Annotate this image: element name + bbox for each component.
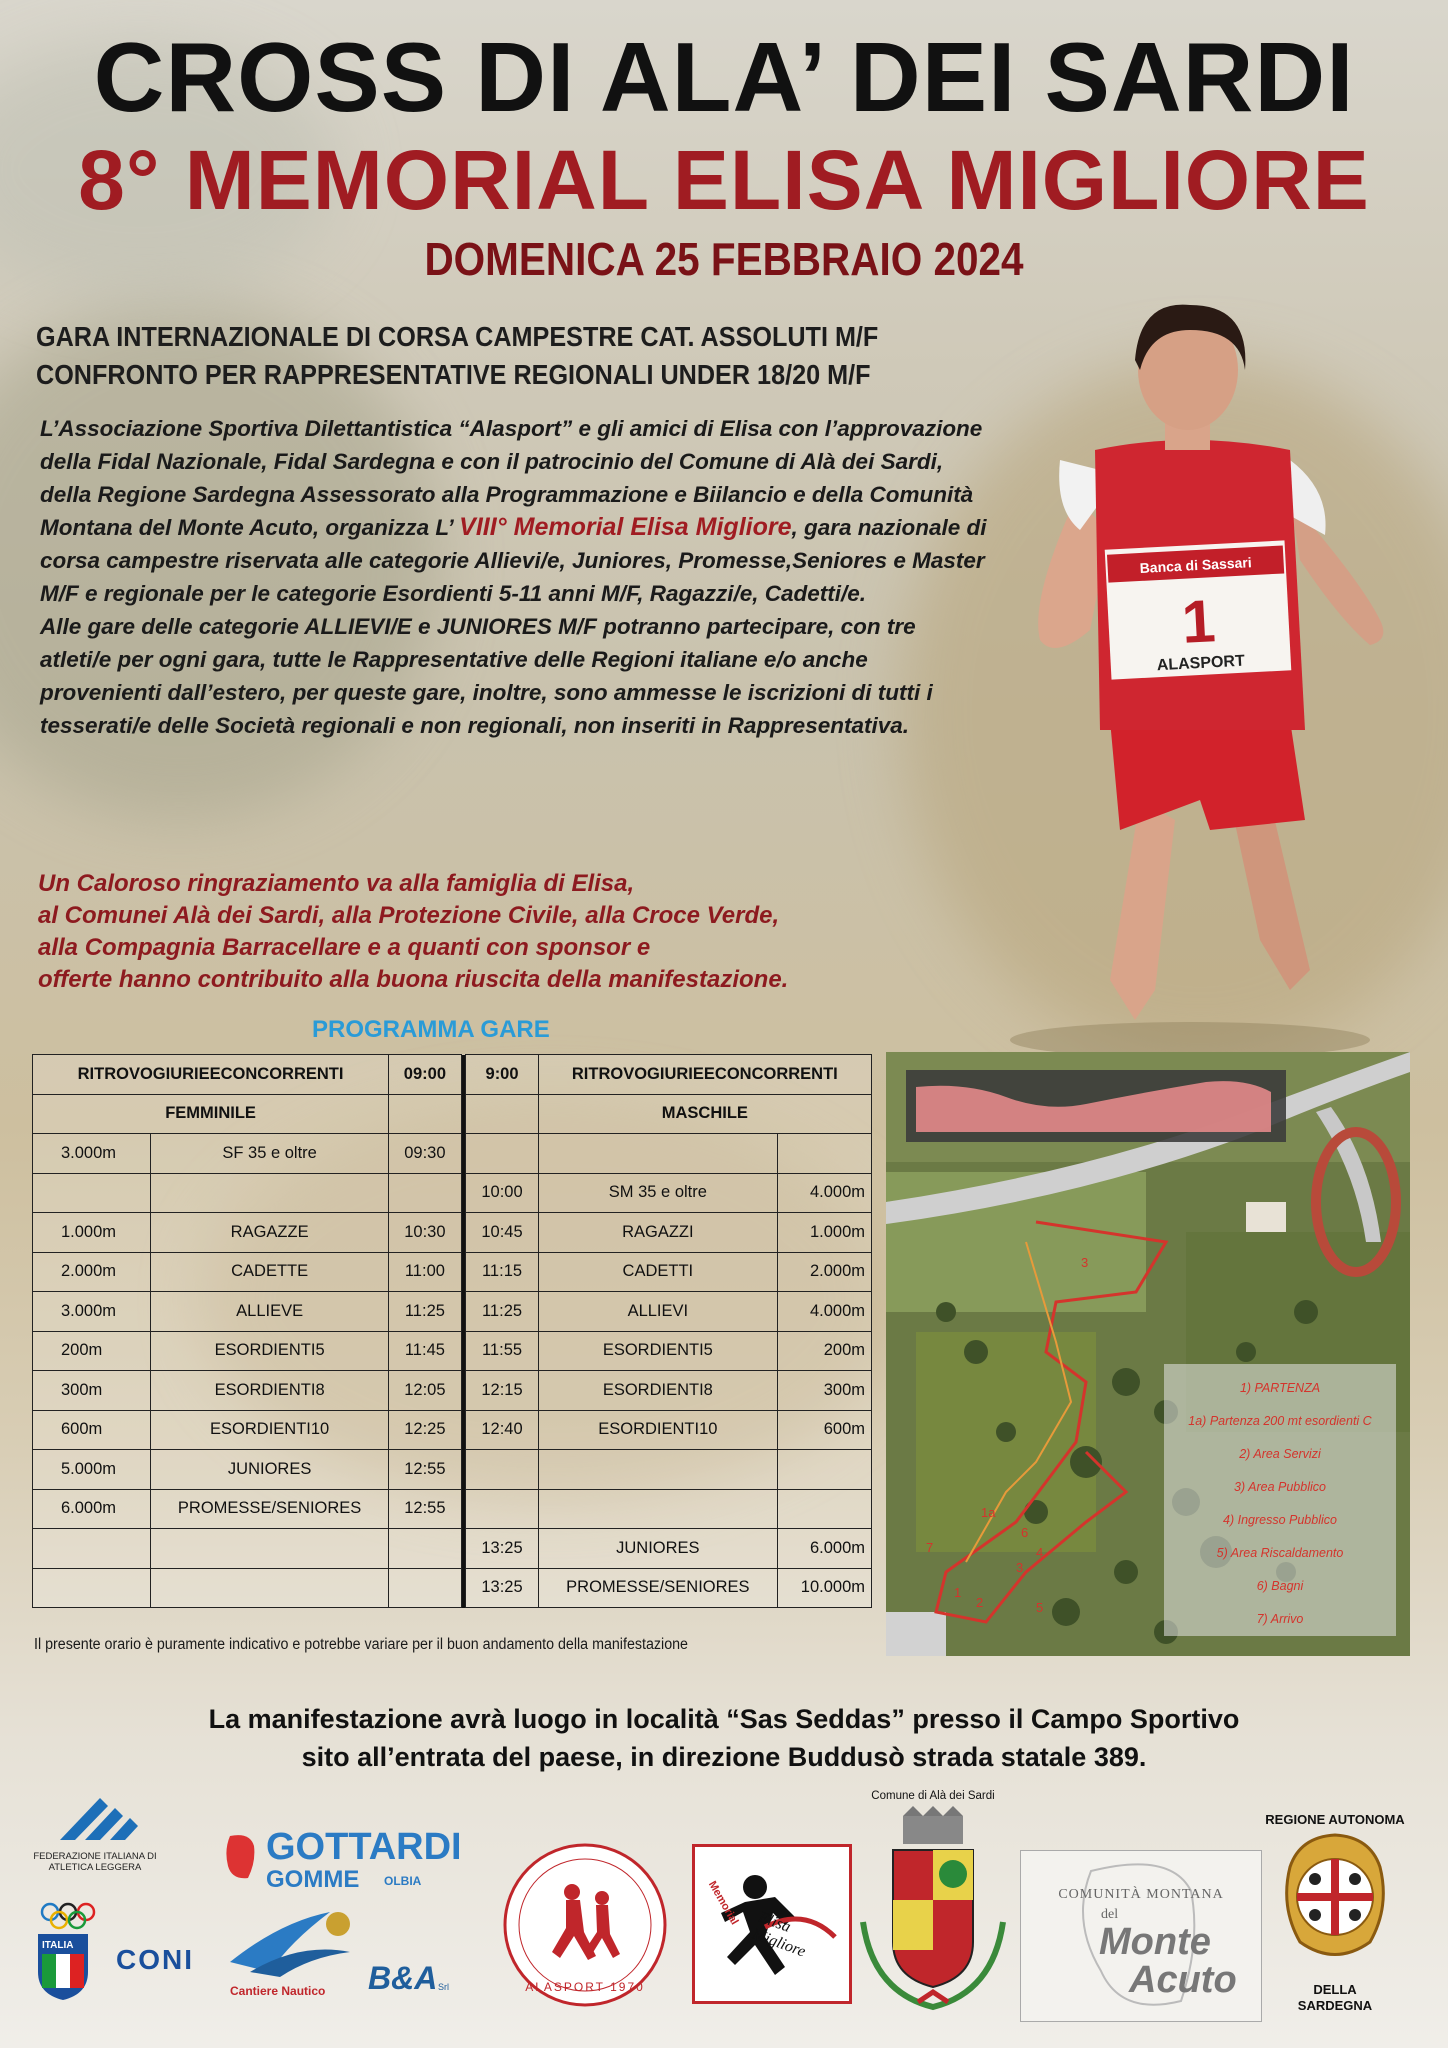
coni-label: CONI [116, 1944, 194, 1975]
table-cell: SM 35 e oltre [538, 1173, 777, 1213]
table-cell: 11:25 [389, 1292, 462, 1332]
table-cell: 11:25 [466, 1292, 538, 1332]
del-label: del [1101, 1907, 1119, 1922]
comune-crest-icon [858, 1802, 1008, 2017]
table-cell: 3.000m [33, 1134, 151, 1174]
table-cell: ESORDIENTI8 [538, 1371, 777, 1411]
table-cell: RITROVOGIURIEECONCORRENTI [33, 1055, 389, 1095]
map-marker-3: 3 [1016, 1560, 1024, 1575]
table-cell: 4.000m [778, 1173, 872, 1213]
map-legend-item: 7) Arrivo [1256, 1612, 1304, 1626]
regione-line: SARDEGNA [1297, 1998, 1373, 2013]
regione-top-label: REGIONE AUTONOMA [1265, 1812, 1405, 1827]
srl-label: Srl [438, 1982, 449, 1992]
table-cell: 2.000m [33, 1252, 151, 1292]
table-cell: ESORDIENTI8 [151, 1371, 389, 1411]
table-cell [466, 1134, 538, 1174]
table-cell [389, 1173, 462, 1213]
ba-label: B&A [368, 1960, 438, 1996]
intro-highlight: VIII° Memorial Elisa Migliore [459, 513, 792, 541]
memorial-label: Memorial [705, 1879, 741, 1927]
coni-logo [36, 1902, 206, 2022]
table-cell [33, 1173, 151, 1213]
comune-label: Comune di Alà dei Sardi [871, 1790, 995, 1802]
table-cell [466, 1094, 538, 1134]
table-row [33, 1094, 872, 1134]
olympic-rings-icon [36, 1902, 116, 1930]
table-cell: 12:05 [389, 1371, 462, 1411]
table-cell: 10:00 [466, 1173, 538, 1213]
table-cell: ESORDIENTI10 [151, 1410, 389, 1450]
table-cell: FEMMINILE [33, 1094, 389, 1134]
table-cell: 4.000m [778, 1292, 872, 1332]
table-cell: SF 35 e oltre [151, 1134, 389, 1174]
table-cell: 13:25 [466, 1568, 538, 1608]
table-cell: PROMESSE/SENIORES [538, 1568, 777, 1608]
subhead-line: GARA INTERNAZIONALE DI CORSA CAMPESTRE CAT. ASSOLUTI M/F [36, 321, 879, 352]
table-cell: MASCHILE [538, 1094, 871, 1134]
venue-info [0, 1700, 1448, 1776]
thanks-line: al Comunei Alà dei Sardi, alla Protezione Civile, alla Croce Verde, [38, 902, 780, 929]
map-legend-item: 1) PARTENZA [1239, 1381, 1321, 1395]
cantiere-label: Cantiere Nautico [230, 1984, 326, 1998]
table-cell: CADETTE [151, 1252, 389, 1292]
schedule-note: Il presente orario è puramente indicativo e potrebbe variare per il buon andamento della manifestazione [34, 1636, 688, 1653]
table-cell: 10:45 [466, 1213, 538, 1253]
table-cell [151, 1173, 389, 1213]
map-legend-item: 6) Bagni [1256, 1579, 1304, 1593]
monte-label: Monte [1099, 1921, 1211, 1963]
table-cell: 200m [778, 1331, 872, 1371]
comunita-label: COMUNITÀ MONTANA [1058, 1887, 1224, 1902]
map-marker-6: 6 [1021, 1525, 1029, 1540]
event-date: DOMENICA 25 FEBBRAIO 2024 [424, 233, 1024, 285]
fidal-logo [30, 1790, 170, 1880]
table-cell: 09:30 [389, 1134, 462, 1174]
bib-sponsor-text: Banca di Sassari [1139, 554, 1253, 576]
table-row [33, 1489, 872, 1529]
table-cell: 11:55 [466, 1331, 538, 1371]
map-marker-7: 7 [926, 1540, 934, 1555]
gomme-label: GOMME [266, 1866, 360, 1893]
table-cell: RAGAZZE [151, 1213, 389, 1253]
table-cell: 6.000m [778, 1529, 872, 1569]
sponsor-logos [0, 1790, 1448, 2048]
acuto-label: Acuto [1129, 1959, 1237, 2001]
gottardi-label: GOTTARDI [266, 1826, 462, 1868]
table-cell: 300m [33, 1371, 151, 1411]
table-cell: 6.000m [33, 1489, 151, 1529]
table-cell [33, 1529, 151, 1569]
intro-text: , gara nazionale di corsa campestre riservata alle categorie Allievi/e, Juniores, Promesse,Seniores e Master M/F e regionale per le categorie Esordienti 5-11 anni M/F, Ragazzi/e, Cadetti/e. [40, 515, 987, 606]
table-cell: ESORDIENTI5 [151, 1331, 389, 1371]
table-cell: 11:45 [389, 1331, 462, 1371]
map-legend-item: 1a) Partenza 200 mt esordienti C [1188, 1414, 1372, 1428]
table-cell [151, 1568, 389, 1608]
venue-line: sito all’entrata del paese, in direzione Buddusò strada statale 389. [301, 1742, 1147, 1772]
map-legend-item: 2) Area Servizi [1239, 1447, 1321, 1461]
sardinia-shape-icon [220, 1832, 260, 1882]
table-cell [538, 1134, 777, 1174]
regione-logo [1240, 1812, 1430, 2032]
table-cell [778, 1134, 872, 1174]
thanks-line: alla Compagnia Barracellare e a quanti con sponsor e [38, 934, 651, 961]
memorial-name: Elisa Migliore [749, 1908, 808, 1961]
table-cell: 200m [33, 1331, 151, 1371]
regione-crest-icon [1240, 1827, 1430, 1977]
program-title: PROGRAMMA GARE [312, 1016, 550, 1043]
table-cell [538, 1489, 777, 1529]
table-cell: ALLIEVI [538, 1292, 777, 1332]
table-cell: 5.000m [33, 1450, 151, 1490]
table-cell: 13:25 [466, 1529, 538, 1569]
comune-logo [858, 1790, 1008, 2030]
cantiere-nautico-logo [220, 1902, 490, 2012]
venue-line: La manifestazione avrà luogo in località “Sas Seddas” presso il Campo Sportivo [208, 1704, 1240, 1734]
table-cell: 11:15 [466, 1252, 538, 1292]
table-cell: ALLIEVE [151, 1292, 389, 1332]
fidal-name: FEDERAZIONE ITALIANA DI ATLETICA LEGGERA [33, 1851, 157, 1873]
boat-wave-icon [220, 1902, 370, 1982]
map-legend-item: 4) Ingresso Pubblico [1223, 1513, 1337, 1527]
schedule-table [32, 1054, 872, 1608]
table-row [33, 1292, 872, 1332]
bib-number: 1 [1180, 587, 1218, 656]
map-marker-4: 4 [1036, 1545, 1044, 1560]
table-row [33, 1252, 872, 1292]
event-title: CROSS DI ALA’ DEI SARDI [93, 22, 1355, 132]
table-cell: 2.000m [778, 1252, 872, 1292]
table-row [33, 1410, 872, 1450]
table-cell: 11:00 [389, 1252, 462, 1292]
table-cell [389, 1568, 462, 1608]
table-cell [538, 1450, 777, 1490]
table-cell: RITROVOGIURIEECONCORRENTI [538, 1055, 871, 1095]
race-categories [36, 318, 879, 394]
map-marker-2: 2 [976, 1595, 984, 1610]
table-cell [389, 1529, 462, 1569]
table-cell: 3.000m [33, 1292, 151, 1332]
memorial-logo [692, 1844, 852, 2004]
course-map [886, 1052, 1410, 1656]
table-cell: 1.000m [33, 1213, 151, 1253]
table-cell: 12:15 [466, 1371, 538, 1411]
table-cell: 10:30 [389, 1213, 462, 1253]
table-row [33, 1331, 872, 1371]
map-marker-1a: 1a [981, 1505, 996, 1520]
fidal-emblem-icon [30, 1790, 170, 1846]
table-cell [151, 1529, 389, 1569]
bib-club: ALASPORT [1156, 652, 1246, 675]
table-cell: 12:55 [389, 1489, 462, 1529]
table-cell [778, 1489, 872, 1529]
thanks-paragraph [38, 868, 958, 996]
table-cell: ESORDIENTI10 [538, 1410, 777, 1450]
table-row [33, 1134, 872, 1174]
table-cell [466, 1450, 538, 1490]
table-cell: 600m [778, 1410, 872, 1450]
table-cell [389, 1094, 462, 1134]
intro-text: L’Associazione Sportiva Dilettantistica “Alasport” e gli amici di Elisa con l’approvazione della Fidal Nazionale, Fidal Sardegna e con il patrocinio del Comune di Alà dei Sardi, della Regione Sardegna Assessorato alla Programmazione e Biilancio e della Comunità Montana del Monte Acuto, organizza L’ [40, 416, 983, 540]
table-cell: 1.000m [778, 1213, 872, 1253]
intro-paragraph [40, 412, 990, 742]
table-row [33, 1529, 872, 1569]
regione-bottom-label [1240, 1982, 1430, 2014]
runner-photo [960, 300, 1420, 1060]
table-cell: 12:40 [466, 1410, 538, 1450]
map-marker-5: 5 [1036, 1600, 1044, 1615]
table-cell: 10.000m [778, 1568, 872, 1608]
table-cell [466, 1489, 538, 1529]
gottardi-logo [220, 1826, 490, 1896]
italia-label: ITALIA [42, 1940, 74, 1951]
alasport-label: ALASPORT 1970 [525, 1980, 645, 1994]
comunita-montana-logo [1020, 1850, 1262, 2022]
table-row [33, 1213, 872, 1253]
table-row [33, 1450, 872, 1490]
table-cell: JUNIORES [538, 1529, 777, 1569]
table-cell: 09:00 [389, 1055, 462, 1095]
subhead-line: CONFRONTO PER RAPPRESENTATIVE REGIONALI UNDER 18/20 M/F [36, 359, 871, 390]
olbia-label: OLBIA [384, 1874, 422, 1888]
table-cell: CADETTI [538, 1252, 777, 1292]
table-cell: 9:00 [466, 1055, 538, 1095]
table-cell: JUNIORES [151, 1450, 389, 1490]
table-cell [33, 1568, 151, 1608]
table-cell: 300m [778, 1371, 872, 1411]
event-subtitle: 8° MEMORIAL ELISA MIGLIORE [78, 133, 1370, 227]
map-marker-1: 1 [954, 1585, 962, 1600]
table-cell: RAGAZZI [538, 1213, 777, 1253]
table-cell [778, 1450, 872, 1490]
alasport-logo [500, 1840, 670, 2010]
table-row [33, 1371, 872, 1411]
thanks-line: offerte hanno contribuito alla buona riuscita della manifestazione. [38, 966, 789, 993]
intro-text: Alle gare delle categorie ALLIEVI/E e JUNIORES M/F potranno partecipare, con tre atleti/e per ogni gara, tutte le Rappresentative delle Regioni italiane e/o anche provenienti dall’estero, per queste gare, inoltre, sono ammesse le iscrizioni di tutti i tesserati/e delle Società regionali e non regionali, non inseriti in Rappresentativa. [40, 614, 933, 738]
table-row [33, 1055, 872, 1095]
table-cell: 600m [33, 1410, 151, 1450]
table-row [33, 1173, 872, 1213]
thanks-line: Un Caloroso ringraziamento va alla famiglia di Elisa, [38, 870, 635, 897]
table-cell: PROMESSE/SENIORES [151, 1489, 389, 1529]
map-legend-item: 3) Area Pubblico [1234, 1480, 1326, 1494]
table-cell: 12:55 [389, 1450, 462, 1490]
map-legend-item: 5) Area Riscaldamento [1216, 1546, 1344, 1560]
map-marker-3: 3 [1081, 1255, 1089, 1270]
table-cell: 12:25 [389, 1410, 462, 1450]
table-row [33, 1568, 872, 1608]
table-cell: ESORDIENTI5 [538, 1331, 777, 1371]
regione-line: DELLA [1313, 1982, 1357, 1997]
